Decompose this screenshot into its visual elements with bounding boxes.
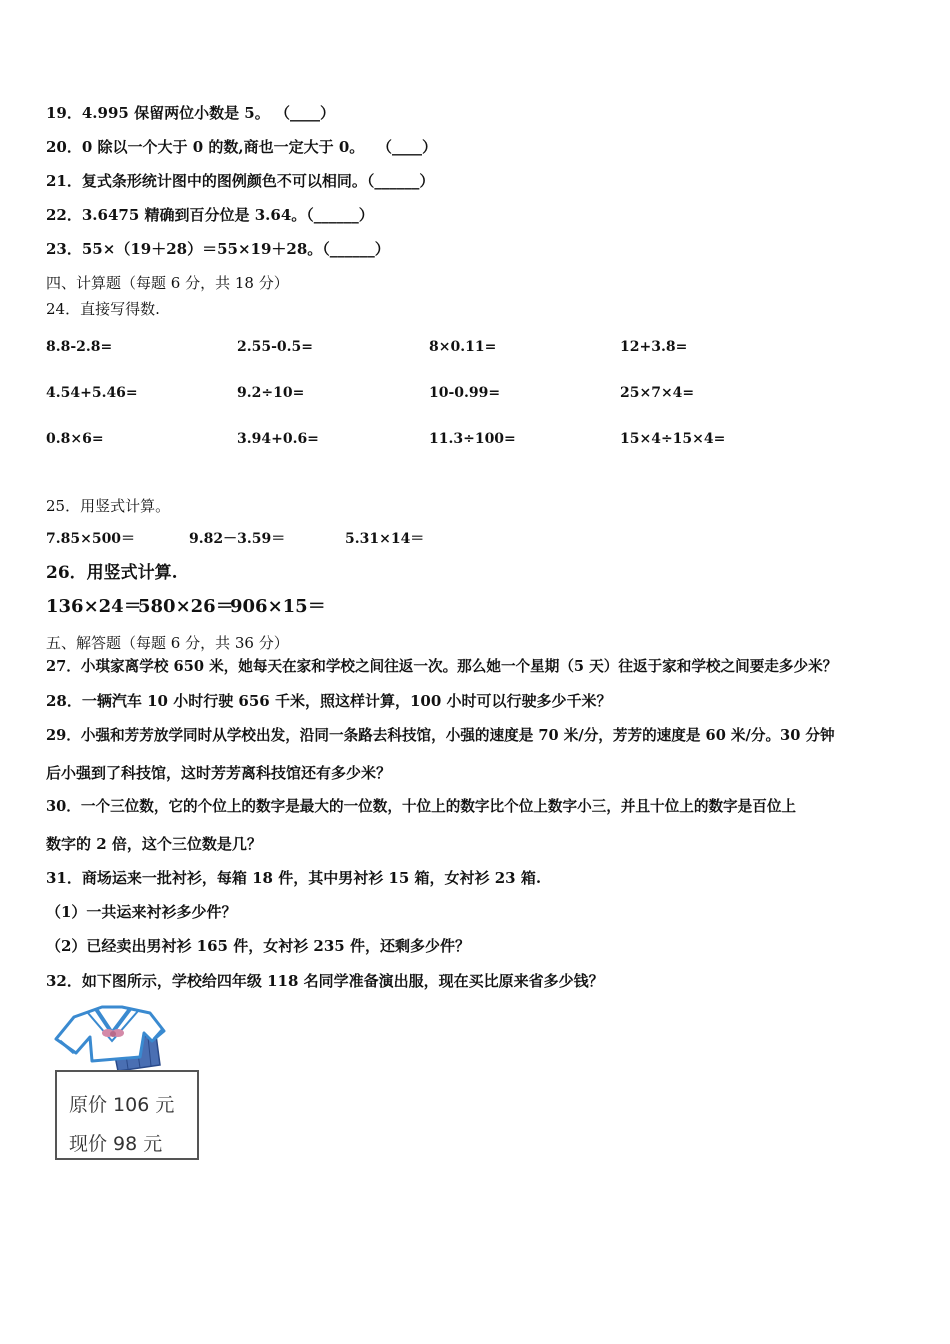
question-31-sub-2: （2）已经卖出男衬衫 165 件，女衬衫 235 件，还剩多少件？ xyxy=(46,937,470,955)
calc-item: 2.55-0.5= xyxy=(237,339,313,355)
calc-item: 25×7×4= xyxy=(620,385,695,401)
question-26: 26．用竖式计算. xyxy=(46,563,178,583)
uniform-shirt-icon xyxy=(52,1003,168,1075)
question-30-line-2: 数字的 2 倍，这个三位数是几？ xyxy=(46,835,262,853)
section-5-title: 五、解答题（每题 6 分，共 36 分） xyxy=(46,634,289,652)
question-25: 25．用竖式计算。 xyxy=(46,497,171,515)
vertical-calc-item: 906×15＝ xyxy=(230,596,326,617)
question-31-sub-1: （1）一共运来衬衫多少件？ xyxy=(46,903,237,921)
question-31: 31．商场运来一批衬衫，每箱 18 件，其中男衬衫 15 箱，女衬衫 23 箱. xyxy=(46,869,542,887)
calc-item: 4.54+5.46= xyxy=(46,385,138,401)
calc-item: 8×0.11= xyxy=(429,339,497,355)
calc-item: 0.8×6= xyxy=(46,431,104,447)
question-20: 20．0 除以一个大于 0 的数,商也一定大于 0。 （____） xyxy=(46,138,438,156)
original-price: 原价 106 元 xyxy=(69,1094,175,1116)
vertical-calc-item: 136×24＝ xyxy=(46,596,142,617)
question-24: 24．直接写得数. xyxy=(46,300,160,318)
question-30-line-1: 30．一个三位数，它的个位上的数字是最大的一位数，十位上的数字比个位上数字小三，并且十位上的数字是百位上 xyxy=(46,798,797,815)
question-23: 23．55×（19＋28）＝55×19＋28。（______） xyxy=(46,240,390,258)
question-29-line-2: 后小强到了科技馆，这时芳芳离科技馆还有多少米？ xyxy=(46,764,392,782)
vertical-calc-item: 7.85×500＝ xyxy=(46,531,136,547)
calc-item: 8.8-2.8= xyxy=(46,339,113,355)
question-32: 32．如下图所示，学校给四年级 118 名同学准备演出服，现在买比原来省多少钱？ xyxy=(46,972,604,990)
calc-item: 12+3.8= xyxy=(620,339,688,355)
vertical-calc-item: 580×26＝ xyxy=(138,596,234,617)
question-28: 28．一辆汽车 10 小时行驶 656 千米，照这样计算，100 小时可以行驶多少千米？ xyxy=(46,692,612,710)
question-21: 21．复式条形统计图中的图例颜色不可以相同。（______） xyxy=(46,172,435,190)
section-4-title: 四、计算题（每题 6 分，共 18 分） xyxy=(46,274,289,292)
question-27: 27．小琪家离学校 650 米，她每天在家和学校之间往返一次。那么她一个星期（5 天）往返于家和学校之间要走多少米？ xyxy=(46,658,838,675)
price-box xyxy=(55,1070,199,1160)
vertical-calc-item: 5.31×14＝ xyxy=(345,531,425,547)
current-price: 现价 98 元 xyxy=(69,1133,163,1155)
vertical-calc-item: 9.82－3.59＝ xyxy=(189,531,286,547)
question-22: 22．3.6475 精确到百分位是 3.64。（______） xyxy=(46,206,374,224)
calc-item: 9.2÷10= xyxy=(237,385,305,401)
question-29-line-1: 29．小强和芳芳放学同时从学校出发，沿同一条路去科技馆，小强的速度是 70 米/分，芳芳的速度是 60 米/分。30 分钟 xyxy=(46,727,835,744)
calc-item: 11.3÷100= xyxy=(429,431,516,447)
calc-item: 15×4÷15×4= xyxy=(620,431,726,447)
calc-item: 10-0.99= xyxy=(429,385,501,401)
calc-item: 3.94+0.6= xyxy=(237,431,319,447)
question-19: 19．4.995 保留两位小数是 5。 （____） xyxy=(46,104,335,122)
